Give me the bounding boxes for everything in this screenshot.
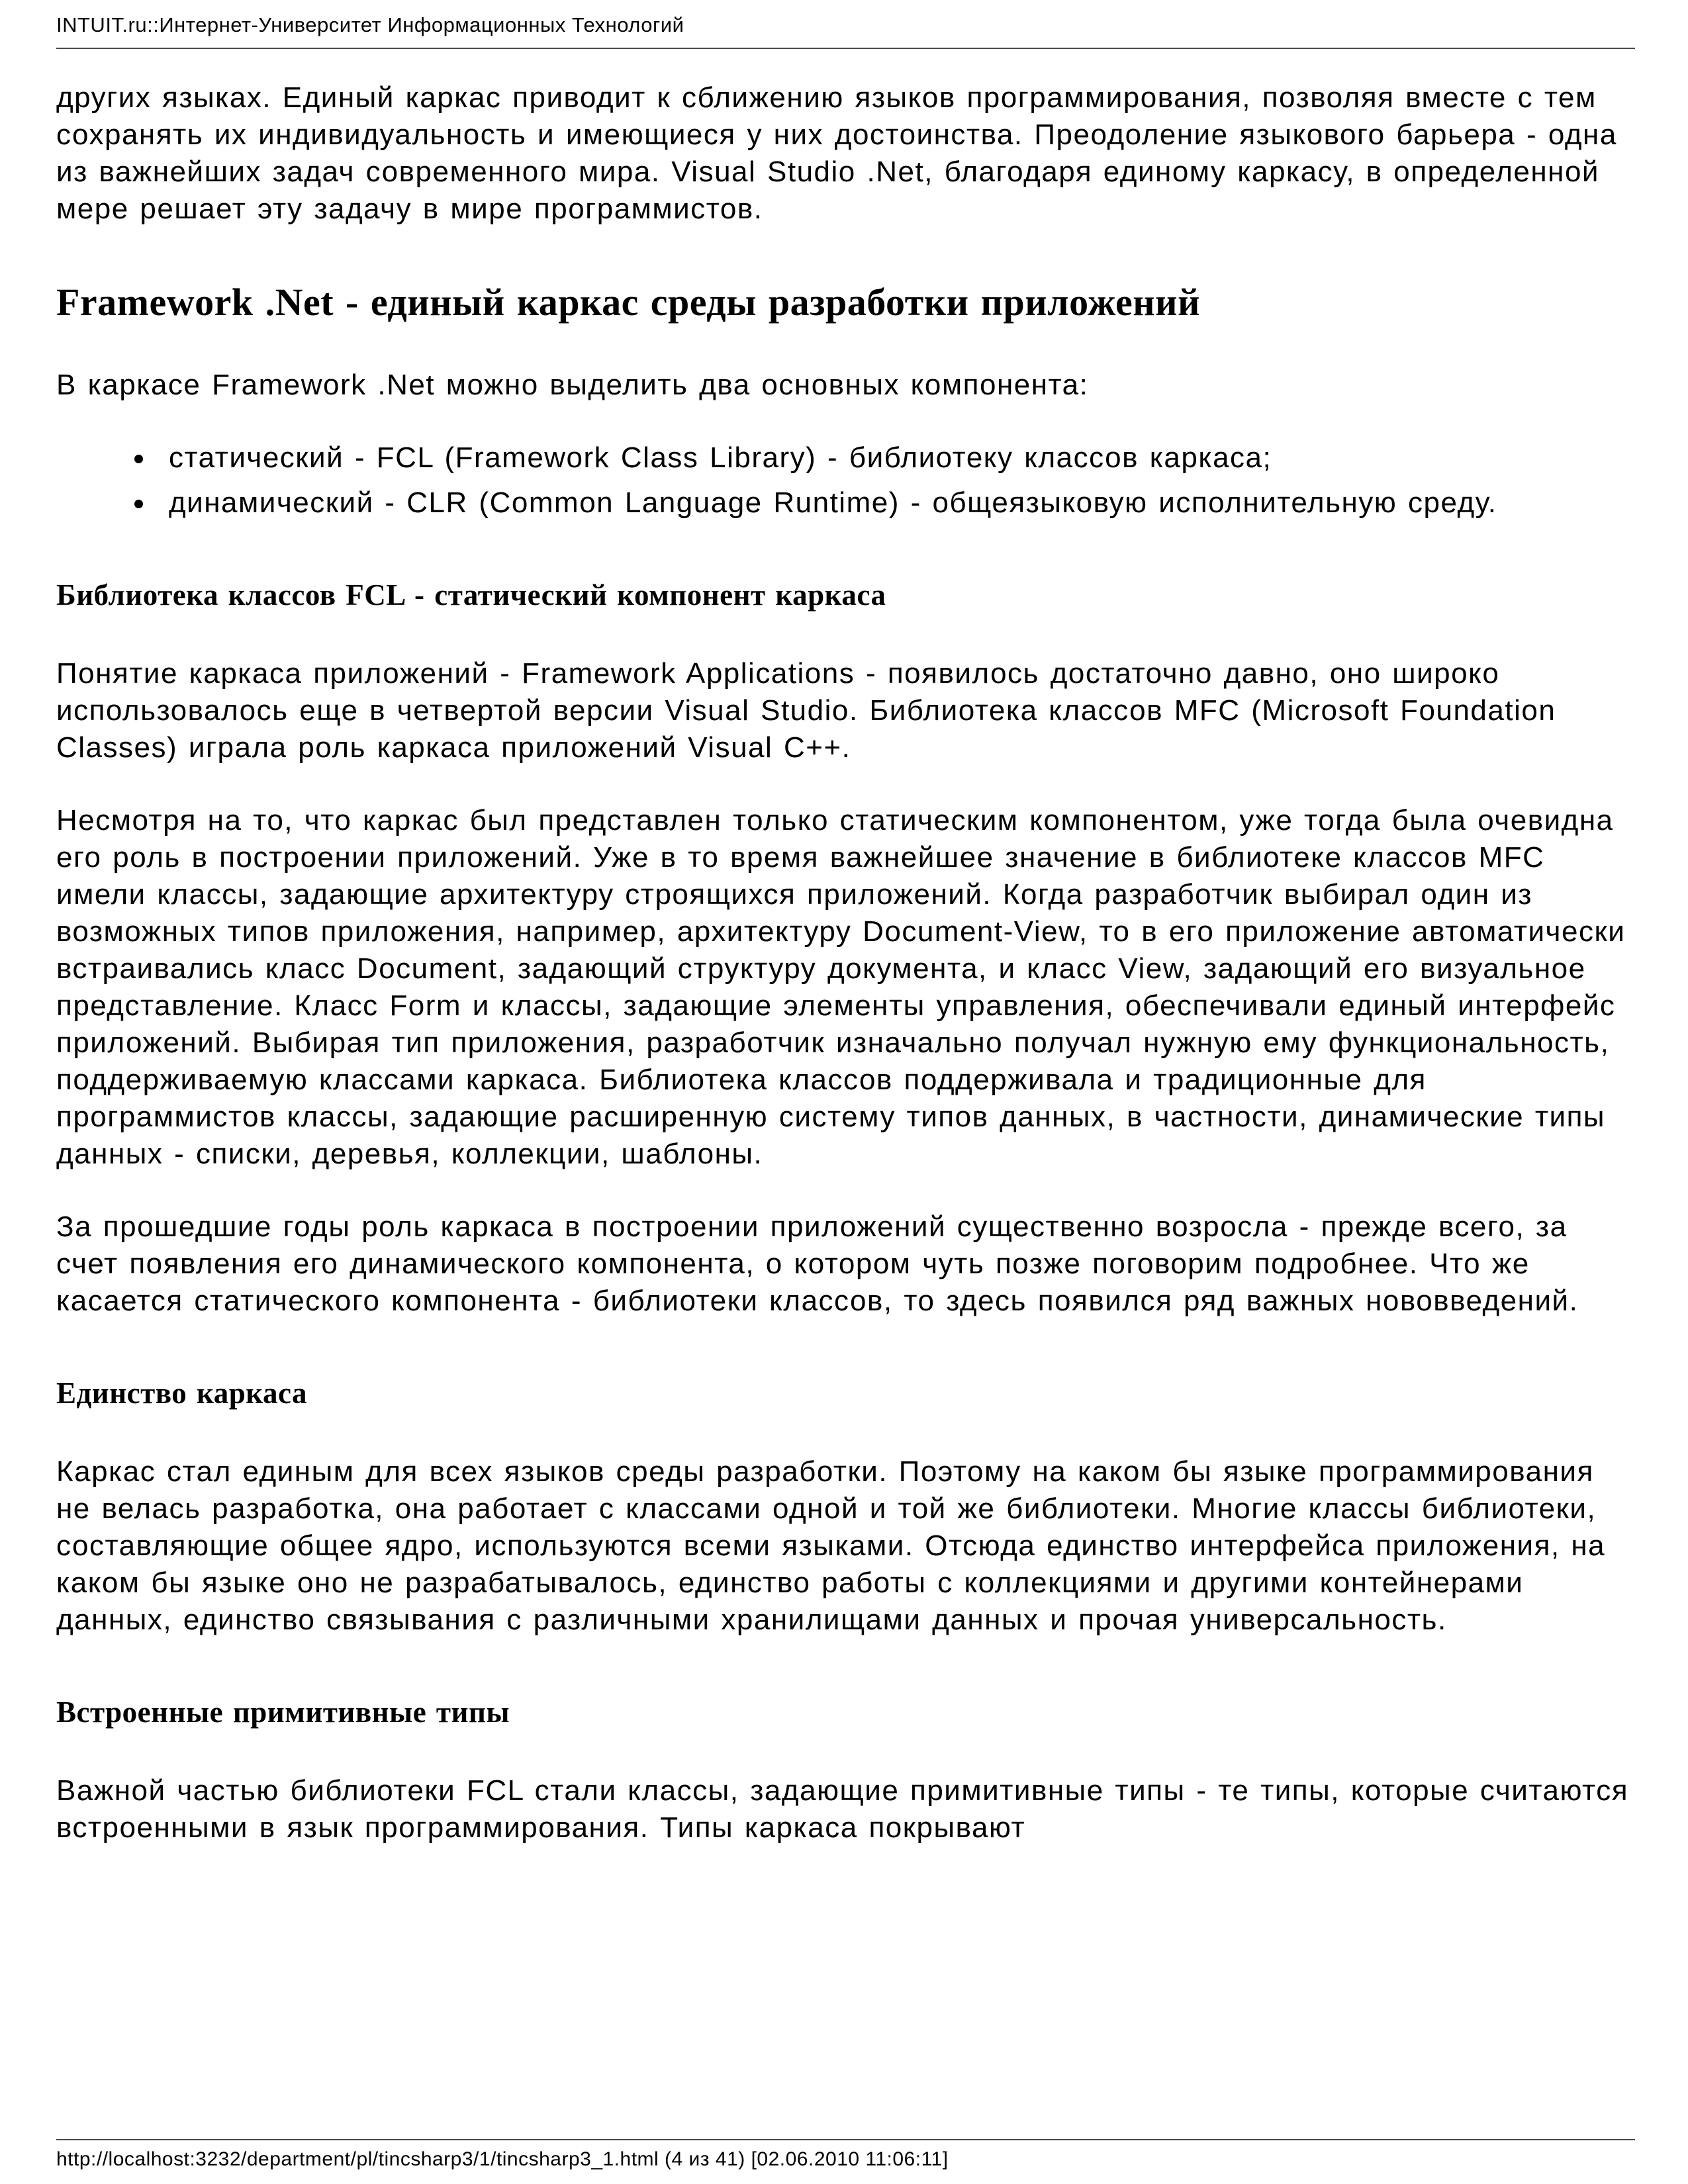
document-content xyxy=(56,49,1635,1846)
paragraph-fcl-details: Несмотря на то, что каркас был представлен только статическим компонентом, уже тогда была очевидна его роль в построении приложений. Уже в то время важнейшее значение в библиотеке классов MFC имели классы, задающие архитектуру строящихся приложений. Когда разработчик выбирал один из возможных типов приложения, например, архитектуру Document-View, то в его приложение автоматически встраивались класс Document, задающий структуру документа, и класс View, задающий его визуальное представление. Класс Form и классы, задающие элементы управления, обеспечивали единый интерфейс приложений. Выбирая тип приложения, разработчик изначально получал нужную ему функциональность, поддерживаемую классами каркаса. Библиотека классов поддерживала и традиционные для программистов классы, задающие расширенную систему типов данных, в частности, динамические типы данных - списки, деревья, коллекции, шаблоны. xyxy=(56,804,1626,1170)
heading-builtin-primitive-types: Встроенные примитивные типы xyxy=(56,1696,510,1729)
paragraph-fcl-growth: За прошедшие годы роль каркаса в построении приложений существенно возросла - прежде всего, за счет появления его динамического компонента, о котором чуть позже поговорим подробнее. Что же касается статического компонента - библиотеки классов, то здесь появился ряд важных нововведений. xyxy=(56,1210,1579,1317)
paragraph-components-intro: В каркасе Framework .Net можно выделить два основных компонента: xyxy=(56,369,1089,401)
components-list xyxy=(56,439,1635,522)
paragraph-primitive-types: Важной частью библиотеки FCL стали классы, задающие примитивные типы - те типы, которые считаются встроенными в язык программирования. Типы каркаса покрывают xyxy=(56,1774,1629,1844)
paragraph-intro: других языках. Единый каркас приводит к сближению языков программирования, позволяя вместе с тем сохранять их индивидуальность и имеющиеся у них достоинства. Преодоление языкового барьера - одна из важнейших задач современного мира. Visual Studio .Net, благодаря единому каркасу, в определенной мере решает эту задачу в мире программистов. xyxy=(56,81,1617,225)
header-title: INTUIT.ru::Интернет-Университет Информационных Технологий xyxy=(56,13,684,36)
list-item-static-fcl: статический - FCL (Framework Class Library) - библиотеку классов каркаса; xyxy=(169,439,1635,477)
paragraph-fcl-history: Понятие каркаса приложений - Framework Applications - появилось достаточно давно, оно широко использовалось еще в четвертой версии Visual Studio. Библиотека классов MFC (Microsoft Foundation Classes) играла роль каркаса приложений Visual C++. xyxy=(56,657,1556,764)
footer-divider xyxy=(56,2139,1635,2140)
paragraph-unity: Каркас стал единым для всех языков среды разработки. Поэтому на каком бы языке программирования не велась разработка, она работает с классами одной и той же библиотеки. Многие классы библиотеки, составляющие общее ядро, используются всеми языками. Отсюда единство интерфейса приложения, на каком бы языке оно не разрабатывалось, единство работы с коллекциями и другими контейнерами данных, единство связывания с различными хранилищами данных и прочая универсальность. xyxy=(56,1455,1606,1636)
heading-framework-unity: Единство каркаса xyxy=(56,1377,307,1410)
footer-url-pagination: http://localhost:3232/department/pl/tincsharp3/1/tincsharp3_1.html (4 из 41) [02.06.2010 11:06:11] xyxy=(56,2148,949,2170)
page-header xyxy=(56,13,1635,49)
list-item-dynamic-clr: динамический - CLR (Common Language Runtime) - общеязыковую исполнительную среду. xyxy=(169,484,1635,522)
page-footer xyxy=(56,2128,1635,2171)
heading-framework-net: Framework .Net - единый каркас среды разработки приложений xyxy=(56,281,1201,324)
heading-fcl-library: Библиотека классов FCL - статический компонент каркаса xyxy=(56,578,886,612)
